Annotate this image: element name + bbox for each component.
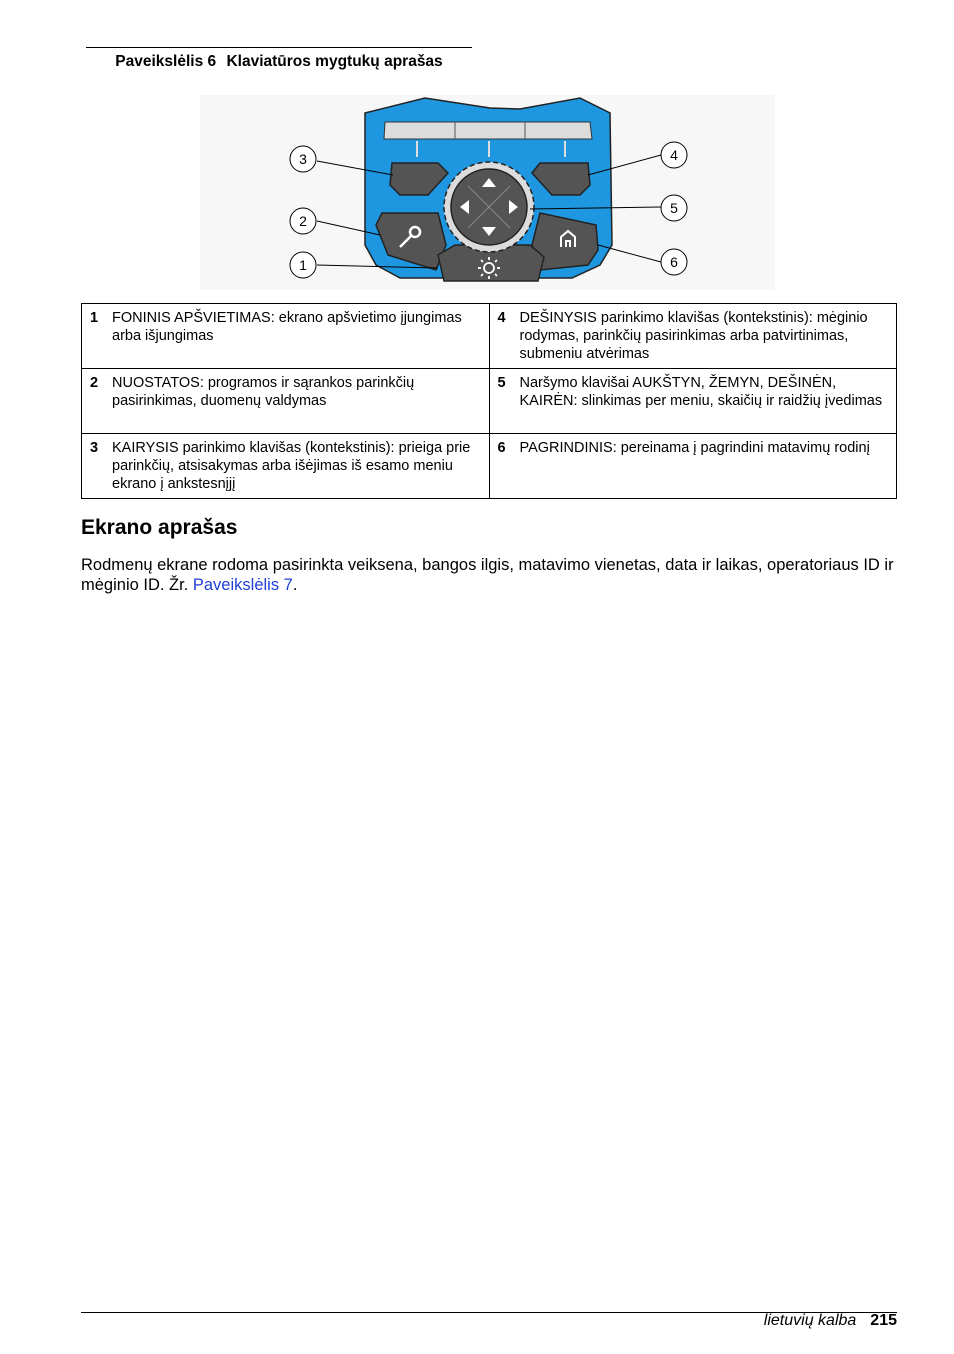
legend-number: 1 — [90, 310, 99, 326]
callout-3-label: 3 — [299, 151, 307, 167]
legend-text: PAGRINDINIS: pereinama į pagrindini matavimų rodinį — [519, 440, 870, 456]
callout-6-label: 6 — [670, 254, 678, 270]
callout-2-label: 2 — [299, 213, 307, 229]
body-text-end: . — [292, 576, 298, 594]
keypad-figure — [200, 95, 775, 290]
legend-cell — [489, 304, 897, 369]
page-number: 215 — [870, 1312, 897, 1329]
table-row — [82, 369, 897, 434]
legend-text: NUOSTATOS: programos ir sąrankos parinkčių pasirinkimas, duomenų valdymas — [112, 375, 415, 409]
legend-number: 2 — [90, 375, 99, 391]
legend-text: DEŠINYSIS parinkimo klavišas (kontekstinis): mėginio rodymas, parinkčių pasirinkimas arba patvirtinimas, submeniu atvėrimas — [519, 310, 868, 362]
screen-bottom-edge — [384, 122, 592, 139]
legend-cell — [82, 369, 490, 434]
table-row — [82, 304, 897, 369]
legend-table — [81, 303, 897, 499]
callout-4-label: 4 — [670, 147, 678, 163]
callout-1-label: 1 — [299, 257, 307, 273]
legend-cell — [82, 304, 490, 369]
body-paragraph — [81, 555, 901, 595]
legend-text: Naršymo klavišai AUKŠTYN, ŽEMYN, DEŠINĖN, KAIRĖN: slinkimas per meniu, skaičių ir raidžių įvedimas — [519, 375, 883, 409]
page-footer — [764, 1312, 897, 1330]
table-row — [82, 434, 897, 499]
figure-caption — [86, 47, 472, 71]
legend-text: KAIRYSIS parinkimo klavišas (kontekstinis): prieiga prie parinkčių, atsisakymas arba išėjimas iš esamo meniu ekrano į ankstesnįjį — [112, 440, 471, 492]
section-heading: Ekrano aprašas — [81, 516, 238, 539]
callout-5-label: 5 — [670, 200, 678, 216]
legend-number: 4 — [497, 310, 506, 326]
legend-text: FONINIS APŠVIETIMAS: ekrano apšvietimo įjungimas arba išjungimas — [112, 310, 462, 344]
legend-number: 6 — [497, 440, 506, 456]
legend-cell — [489, 369, 897, 434]
legend-number: 5 — [497, 375, 506, 391]
legend-cell — [82, 434, 490, 499]
legend-number: 3 — [90, 440, 99, 456]
figure-link[interactable]: Paveikslėlis 7 — [192, 576, 293, 594]
figure-number: Paveikslėlis 6 — [115, 53, 217, 70]
figure-title: Klaviatūros mygtukų aprašas — [226, 53, 443, 70]
footer-language: lietuvių kalba — [763, 1312, 857, 1329]
body-text: Rodmenų ekrane rodoma pasirinkta veiksena, bangos ilgis, matavimo vienetas, data ir laikas, operatoriaus ID ir mėginio ID. Žr. — [81, 556, 894, 594]
legend-cell — [489, 434, 897, 499]
